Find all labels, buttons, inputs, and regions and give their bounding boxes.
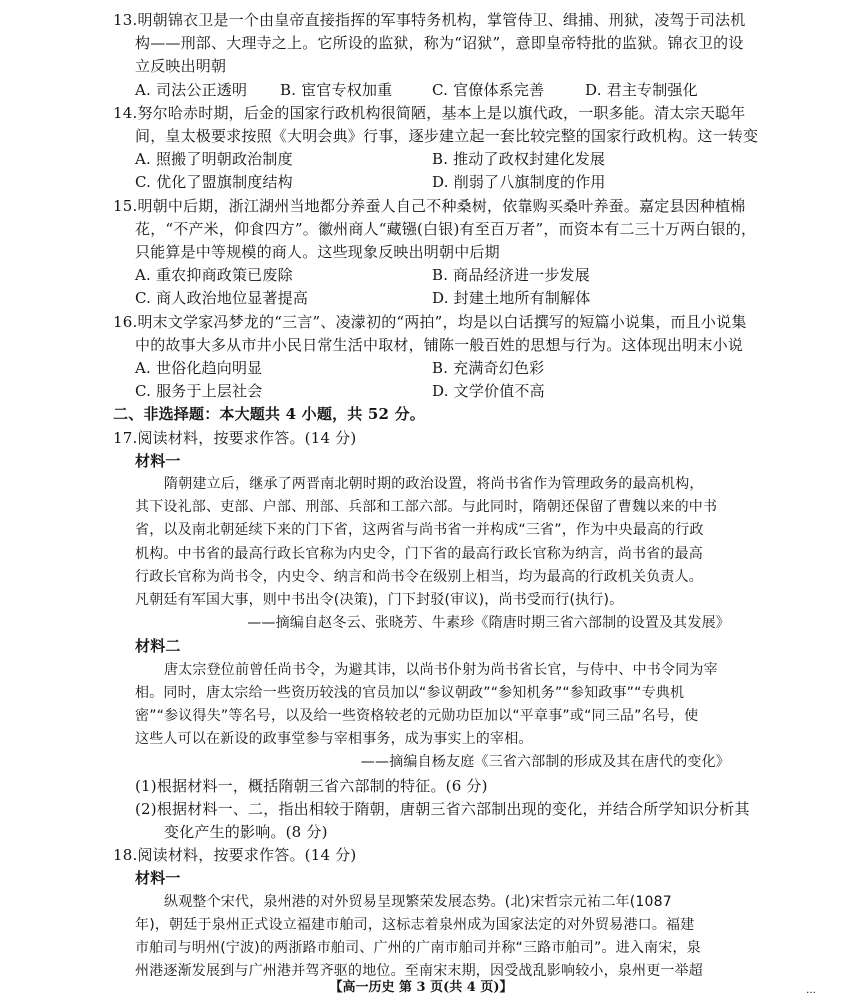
q17-material-1-line-6: 凡朝廷有军国大事，则中书出令(决策)，门下封驳(审议)，尚书受而行(执行)。 xyxy=(135,592,624,608)
q16-stem-line-2: 中的故事大多从市井小民日常生活中取材，铺陈一般百姓的思想与行为。这体现出明末小说 xyxy=(135,336,744,354)
q13-stem-line-2: 构——刑部、大理寺之上。它所设的监狱，称为“诏狱”，意即皇帝特批的监狱。锦衣卫的设 xyxy=(135,34,744,52)
q17-material-1-line-4: 机构。中书省的最高行政长官称为内史令，门下省的最高行政长官称为纳言，尚书省的最高 xyxy=(135,546,703,562)
page-footer: 【高一历史 第 3 页(共 4 页)】 xyxy=(329,980,513,995)
q17-sub-question-1: (1)根据材料一，概括隋朝三省六部制的特征。(6 分) xyxy=(135,777,488,795)
section-2-heading: 二、非选择题：本大题共 4 小题，共 52 分。 xyxy=(113,405,426,423)
q15-option-a[interactable]: A. 重农抑商政策已废除 xyxy=(135,266,293,284)
q14-stem-line-2: 间，皇太极要求按照《大明会典》行事，逐步建立起一套比较完整的国家行政机构。这一转变 xyxy=(135,127,759,145)
q16-option-c[interactable]: C. 服务于上层社会 xyxy=(135,382,263,400)
q13-option-a[interactable]: A. 司法公正透明 xyxy=(135,81,248,99)
q15-stem-line-1: 15.明朝中后期，浙江湖州当地都分养蚕人自己不种桑树，依靠购买桑叶养蚕。嘉定县因种植棉 xyxy=(113,197,746,215)
corner-mark: … xyxy=(806,985,816,996)
q14-stem-line-1: 14.努尔哈赤时期，后金的国家行政机构很简陋，基本上是以旗代政，一职多能。清太宗天聪年 xyxy=(113,104,746,122)
q17-sub-question-2-line-2: 变化产生的影响。(8 分) xyxy=(164,823,328,841)
q17-material-1-source: ——摘编自赵冬云、张晓芳、牛素珍《隋唐时期三省六部制的设置及其发展》 xyxy=(247,615,730,631)
q17-material-2-line-4: 这些人可以在新设的政事堂参与宰相事务，成为事实上的宰相。 xyxy=(135,731,533,747)
q17-material-2-line-2: 相。同时，唐太宗给一些资历较浅的官员加以“参议朝政”“参知机务”“参知政事”“专典机 xyxy=(135,685,685,701)
q17-sub-question-2-line-1: (2)根据材料一、二，指出相较于隋朝，唐朝三省六部制出现的变化，并结合所学知识分析其 xyxy=(135,800,750,818)
q13-option-c[interactable]: C. 官僚体系完善 xyxy=(432,81,545,99)
q15-stem-line-2: 花，“不产米，仰食四方”。徽州商人“藏镪(白银)有至百万者”，而资本有二三十万两白银的， xyxy=(135,220,757,238)
q17-material-2-line-3: 密”“参议得失”等名号，以及给一些资格较老的元勋功臣加以“平章事”或“同三品”名号，使 xyxy=(135,708,699,724)
q15-option-c[interactable]: C. 商人政治地位显著提高 xyxy=(135,289,309,307)
q17-material-1-line-1: 隋朝建立后，继承了两晋南北朝时期的政治设置，将尚书省作为管理政务的最高机构， xyxy=(164,476,704,492)
q17-stem: 17.阅读材料，按要求作答。(14 分) xyxy=(113,429,357,447)
q14-option-d[interactable]: D. 削弱了八旗制度的作用 xyxy=(432,173,606,191)
q17-material-1-line-5: 行政长官称为尚书令，内史令、纳言和尚书令在级别上相当，均为最高的行政机关负责人。 xyxy=(135,569,703,585)
q18-material-1-title: 材料一 xyxy=(135,869,181,887)
q17-material-1-title: 材料一 xyxy=(135,452,181,470)
q14-option-a[interactable]: A. 照搬了明朝政治制度 xyxy=(135,150,293,168)
q17-material-2-source: ——摘编自杨友庭《三省六部制的形成及其在唐代的变化》 xyxy=(360,754,730,770)
q15-option-d[interactable]: D. 封建土地所有制解体 xyxy=(432,289,591,307)
q16-option-d[interactable]: D. 文学价值不高 xyxy=(432,382,545,400)
q14-option-c[interactable]: C. 优化了盟旗制度结构 xyxy=(135,173,293,191)
q15-option-b[interactable]: B. 商品经济进一步发展 xyxy=(432,266,590,284)
q18-material-1-line-2: 年)，朝廷于泉州正式设立福建市舶司，这标志着泉州成为国家法定的对外贸易港口。福建 xyxy=(135,917,695,933)
q16-stem-line-1: 16.明末文学家冯梦龙的“三言”、凌濛初的“两拍”，均是以白话撰写的短篇小说集，而且小说集 xyxy=(113,313,747,331)
q18-material-1-line-4: 州港逐渐发展到与广州港并驾齐驱的地位。至南宋末期，因受战乱影响较小，泉州更一举超 xyxy=(135,963,703,979)
q18-stem: 18.阅读材料，按要求作答。(14 分) xyxy=(113,846,357,864)
q18-material-1-line-1: 纵观整个宋代，泉州港的对外贸易呈现繁荣发展态势。(北)宋哲宗元祐二年(1087 xyxy=(164,894,672,910)
q17-material-2-title: 材料二 xyxy=(135,637,181,655)
q13-option-b[interactable]: B. 宦官专权加重 xyxy=(280,81,393,99)
q15-stem-line-3: 只能算是中等规模的商人。这些现象反映出明朝中后期 xyxy=(135,243,500,261)
q18-material-1-line-3: 市舶司与明州(宁波)的两浙路市舶司、广州的广南市舶司并称“三路市舶司”。进入南宋，泉 xyxy=(135,940,701,956)
q16-option-a[interactable]: A. 世俗化趋向明显 xyxy=(135,359,263,377)
q14-option-b[interactable]: B. 推动了政权封建化发展 xyxy=(432,150,606,168)
q13-stem-line-1: 13.明朝锦衣卫是一个由皇帝直接指挥的军事特务机构，掌管侍卫、缉捕、刑狱，凌驾于司法机 xyxy=(113,11,746,29)
q16-option-b[interactable]: B. 充满奇幻色彩 xyxy=(432,359,545,377)
q13-stem-line-3: 立反映出明朝 xyxy=(135,57,227,75)
q17-material-1-line-2: 其下设礼部、吏部、户部、刑部、兵部和工部六部。与此同时，隋朝还保留了曹魏以来的中书 xyxy=(135,499,718,515)
q13-option-d[interactable]: D. 君主专制强化 xyxy=(585,81,698,99)
q17-material-1-line-3: 省，以及南北朝延续下来的门下省，这两省与尚书省一并构成“三省”，作为中央最高的行政 xyxy=(135,522,704,538)
q17-material-2-line-1: 唐太宗登位前曾任尚书令，为避其讳，以尚书仆射为尚书省长官，与侍中、中书令同为宰 xyxy=(164,662,718,678)
